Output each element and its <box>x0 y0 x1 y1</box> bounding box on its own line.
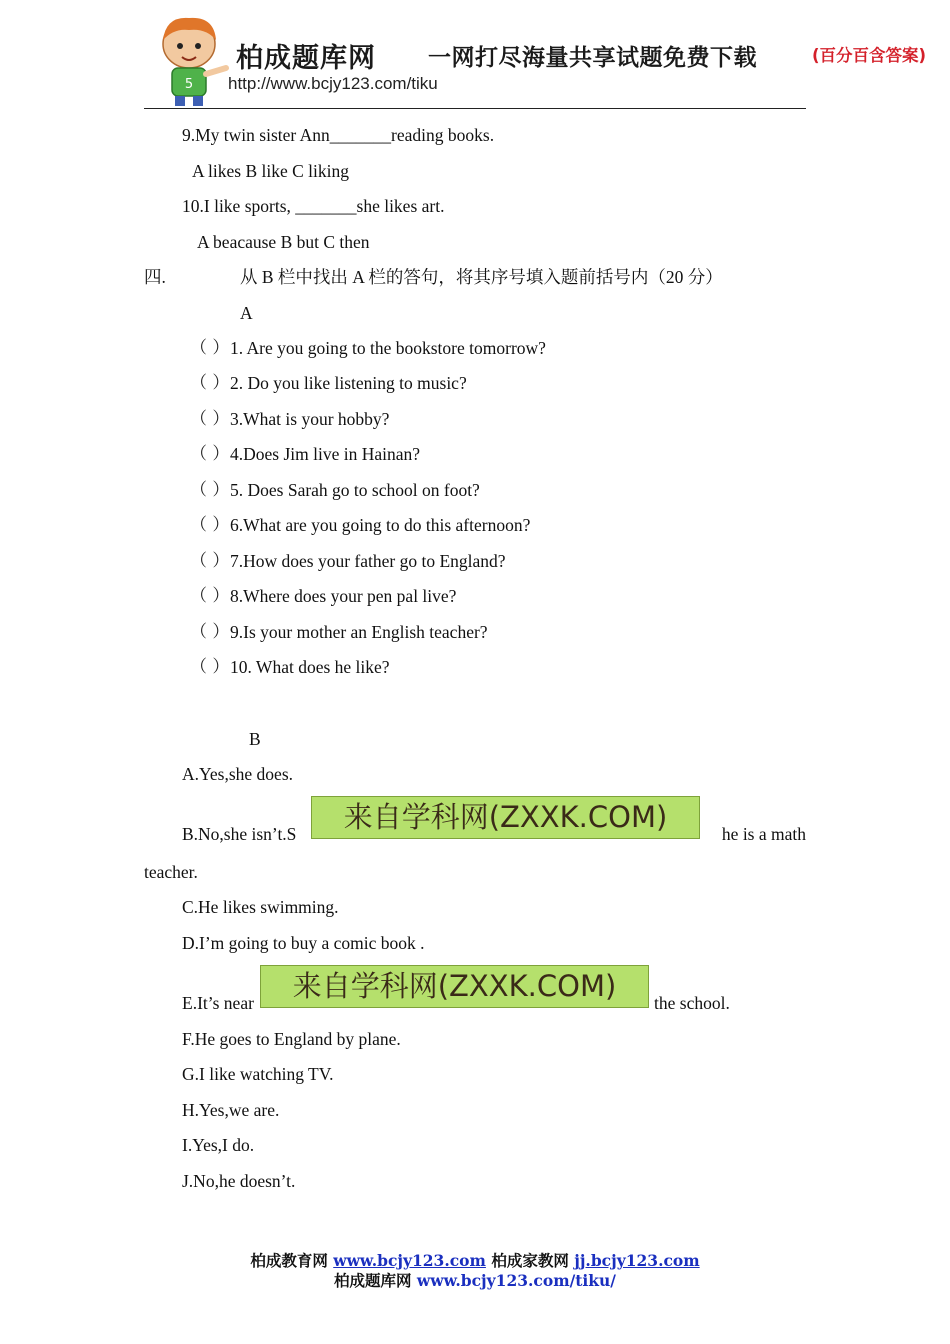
column-a-item: 2. Do you like listening to music? <box>230 373 467 393</box>
column-a-item: 3.What is your hobby? <box>230 409 390 429</box>
header-divider <box>144 108 806 109</box>
column-a-item: 10. What does he like? <box>230 657 390 677</box>
column-b-item-j: J.No,he doesn’t. <box>182 1171 296 1191</box>
site-slogan: 一网打尽海量共享试题免费下载 <box>428 44 757 71</box>
column-b-item-h: H.Yes,we are. <box>182 1100 280 1120</box>
column-b-item-b-start: B.No,she isn’t.S <box>182 824 297 844</box>
question-10: 10.I like sports, _______she likes art. <box>182 196 445 216</box>
site-title: 柏成题库网 <box>236 43 376 74</box>
column-a-item: 5. Does Sarah go to school on foot? <box>230 480 480 500</box>
column-a-item: 4.Does Jim live in Hainan? <box>230 444 421 464</box>
column-b-item-b-end: he is a math <box>721 824 806 844</box>
footer-label-tiku: 柏成题库网 <box>334 1271 417 1290</box>
column-a-label: A <box>240 303 253 323</box>
section-instruction: 从 B 栏中找出 A 栏的答句，将其序号填入题前括号内（20 分） <box>240 267 723 287</box>
column-a-item: 9.Is your mother an English teacher? <box>230 622 488 642</box>
column-b-item-e-start: E.It’s near <box>182 993 254 1013</box>
watermark-stamp: 来自学科网(ZXXK.COM) <box>311 796 700 839</box>
column-b-item-d: D.I’m going to buy a comic book . <box>182 933 425 953</box>
section-number: 四. <box>144 267 166 287</box>
answer-bracket[interactable]: （ ） <box>190 373 230 393</box>
footer-line-2 <box>0 1269 950 1291</box>
column-a-item: 6.What are you going to do this afternoon? <box>230 515 531 535</box>
column-b-item-f: F.He goes to England by plane. <box>182 1029 401 1049</box>
site-url[interactable]: http://www.bcjy123.com/tiku <box>228 74 438 93</box>
footer-link-tiku[interactable]: www.bcjy123.com/tiku/ <box>416 1271 616 1290</box>
answer-bracket[interactable]: （ ） <box>190 622 230 642</box>
column-a-item: 7.How does your father go to England? <box>230 551 506 571</box>
watermark-stamp: 来自学科网(ZXXK.COM) <box>260 965 649 1008</box>
answer-bracket[interactable]: （ ） <box>190 551 230 571</box>
answer-bracket[interactable]: （ ） <box>190 409 230 429</box>
question-10-options: A beacause B but C then <box>197 232 370 252</box>
answer-bracket[interactable]: （ ） <box>190 444 230 464</box>
svg-text:5: 5 <box>184 77 194 92</box>
site-header-banner <box>140 8 950 108</box>
answer-badge: (百分百含答案) <box>812 46 927 65</box>
question-9: 9.My twin sister Ann_______reading books. <box>182 125 495 145</box>
question-9-options: A likes B like C liking <box>192 161 350 181</box>
column-b-item-b-wrap: teacher. <box>144 862 198 882</box>
footer-line-1 <box>0 1249 950 1271</box>
column-a-item: 8.Where does your pen pal live? <box>230 586 457 606</box>
answer-bracket[interactable]: （ ） <box>190 515 230 535</box>
answer-bracket[interactable]: （ ） <box>190 480 230 500</box>
column-b-item-i: I.Yes,I do. <box>182 1135 255 1155</box>
column-b-item-g: G.I like watching TV. <box>182 1064 334 1084</box>
footer-link-tutor[interactable]: jj.bcjy123.com <box>574 1251 700 1270</box>
footer-label-tutor: 柏成家教网 <box>485 1251 575 1270</box>
answer-bracket[interactable]: （ ） <box>190 586 230 606</box>
answer-bracket[interactable]: （ ） <box>190 657 230 677</box>
column-b-item-e-end: the school. <box>654 993 730 1013</box>
footer-link-edu[interactable]: www.bcjy123.com <box>333 1251 486 1270</box>
column-b-item-c: C.He likes swimming. <box>182 897 339 917</box>
footer-label-edu: 柏成教育网 <box>250 1251 334 1270</box>
answer-bracket[interactable]: （ ） <box>190 338 230 358</box>
column-a-item: 1. Are you going to the bookstore tomorrow? <box>230 338 546 358</box>
mascot-logo-icon <box>144 10 234 108</box>
column-b-label: B <box>249 729 261 749</box>
column-b-item-a: A.Yes,she does. <box>182 764 294 784</box>
